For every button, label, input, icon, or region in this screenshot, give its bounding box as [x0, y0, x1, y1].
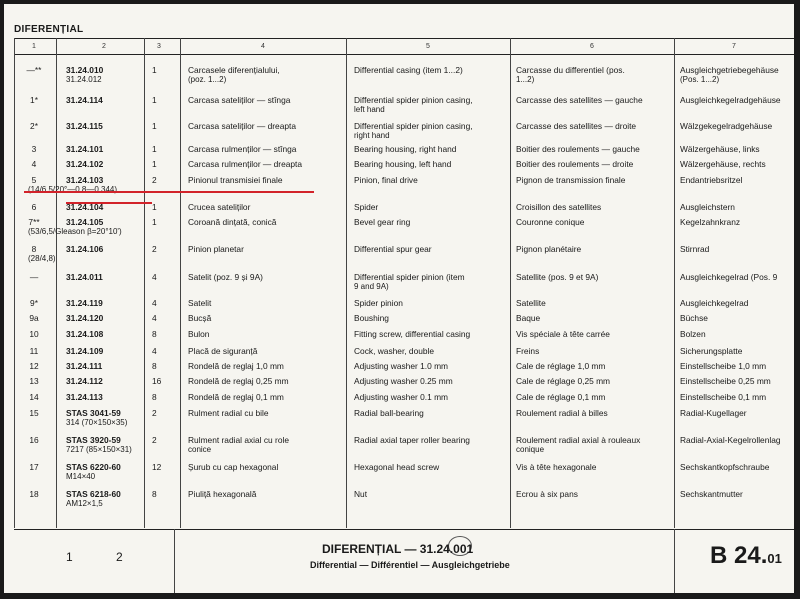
cell-de: Sechskantkopfschraube: [680, 462, 770, 472]
cell-fr-line2: conique: [516, 445, 545, 454]
cell-qty: 1: [152, 95, 157, 105]
footer-sheet-number: 2: [116, 550, 123, 564]
cell-fr: Carcasse des satellites — droite: [516, 121, 637, 131]
cell-qty: 8: [152, 392, 157, 402]
cell-code-line2: 31.24.012: [66, 75, 102, 84]
cell-en: Pinion, final drive: [354, 175, 418, 185]
cell-en: Spider pinion: [354, 298, 403, 308]
cell-en: Differential casing (item 1...2): [354, 65, 463, 75]
cell-code: STAS 3920-59: [66, 435, 121, 445]
cell-en-line2: left hand: [354, 105, 385, 114]
cell-ro: Carcasa sateliților — stînga: [188, 95, 291, 105]
cell-qty: 2: [152, 408, 157, 418]
cell-code: 31.24.010: [66, 65, 104, 75]
cell-pos: 11: [29, 346, 39, 356]
cell-de: Stirnrad: [680, 244, 710, 254]
cell-de: Büchse: [680, 313, 708, 323]
cell-fr: Boitier des roulements — gauche: [516, 144, 640, 154]
footer-divider: [674, 529, 675, 593]
cell-en: Nut: [354, 489, 368, 499]
cell-fr: Vis spéciale à tête carrée: [516, 329, 610, 339]
cell-pos: 13: [29, 376, 39, 386]
cell-qty: 4: [152, 313, 157, 323]
cell-ro-line2: conice: [188, 445, 212, 454]
cell-en: Bevel gear ring: [354, 217, 411, 227]
cell-de: Einstellscheibe 1,0 mm: [680, 361, 767, 371]
cell-de: Radial-Kugellager: [680, 408, 747, 418]
cell-qty: 16: [152, 376, 162, 386]
cell-fr: Baque: [516, 313, 541, 323]
red-underline-annotation: [66, 202, 152, 204]
document-title: DIFERENȚIAL: [14, 24, 84, 35]
cell-qty: 1: [152, 217, 157, 227]
cell-ro: Bucșă: [188, 313, 212, 323]
cell-en: Bearing housing, right hand: [354, 144, 457, 154]
cell-en: Boushing: [354, 313, 389, 323]
column-header-7: 7: [732, 43, 736, 50]
cell-en: Fitting screw, differential casing: [354, 329, 471, 339]
cell-en: Adjusting washer 0.25 mm: [354, 376, 453, 386]
column-header-5: 5: [426, 43, 430, 50]
footer-rule: [14, 529, 794, 530]
page-code-suffix: 01: [767, 551, 782, 566]
cell-fr: Cale de réglage 0,25 mm: [516, 376, 611, 386]
column-divider: [56, 38, 57, 528]
cell-qty: 4: [152, 298, 157, 308]
cell-fr: Couronne conique: [516, 217, 585, 227]
cell-pos: 15: [29, 408, 39, 418]
cell-pos: 9a: [29, 313, 39, 323]
cell-code: 31.24.104: [66, 202, 104, 212]
cell-en: Adjusting washer 0.1 mm: [354, 392, 449, 402]
red-underline-annotation: [24, 191, 314, 193]
cell-de: Endantriebsritzel: [680, 175, 743, 185]
cell-de: Sicherungsplatte: [680, 346, 743, 356]
cell-qty: 4: [152, 272, 157, 282]
cell-de: Ausgleichkegelradgehäuse: [680, 95, 781, 105]
cell-pos: 12: [29, 361, 39, 371]
cell-code: 31.24.114: [66, 95, 103, 105]
cell-ro: Carcasa sateliților — dreapta: [188, 121, 296, 131]
footer-title: DIFERENȚIAL — 31.24.001: [322, 542, 474, 556]
cell-de: Ausgleichkegelrad: [680, 298, 749, 308]
cell-qty: 8: [152, 489, 157, 499]
column-header-6: 6: [590, 43, 594, 50]
cell-pos: 16: [29, 435, 39, 445]
cell-code: 31.24.105: [66, 217, 104, 227]
cell-de: Wälzergehäuse, rechts: [680, 159, 766, 169]
cell-code: STAS 3041-59: [66, 408, 121, 418]
cell-code-line2: M14×40: [66, 472, 96, 481]
cell-ro: Carcasa rulmenților — dreapta: [188, 159, 303, 169]
cell-qty: 1: [152, 202, 157, 212]
cell-code: STAS 6220-60: [66, 462, 121, 472]
cell-qty: 2: [152, 175, 157, 185]
cell-de: Sechskantmutter: [680, 489, 743, 499]
parts-catalog-sheet: [4, 4, 794, 593]
cell-en-line2: 9 and 9A): [354, 282, 389, 291]
cell-ro: Rondelă de reglaj 0,1 mm: [188, 392, 284, 402]
cell-ro: Rulment radial cu bile: [188, 408, 269, 418]
cell-qty: 12: [152, 462, 162, 472]
page-code: [710, 542, 782, 570]
cell-qty: 8: [152, 329, 157, 339]
cell-pos: 3: [31, 144, 37, 154]
column-divider: [510, 38, 511, 528]
cell-en: Differential spider pinion (item: [354, 272, 465, 282]
cell-code: 31.24.011: [66, 272, 103, 282]
cell-fr: Freins: [516, 346, 540, 356]
cell-fr: Satellite: [516, 298, 546, 308]
cell-code: 31.24.102: [66, 159, 104, 169]
cell-code: 31.24.120: [66, 313, 104, 323]
cell-ro: Rondelă de reglaj 1,0 mm: [188, 361, 284, 371]
cell-pos: 10: [29, 329, 39, 339]
cell-en: Spider: [354, 202, 379, 212]
cell-fr: Vis à tête hexagonale: [516, 462, 597, 472]
column-divider: [180, 38, 181, 528]
cell-de: Ausgleichgetriebegehäuse: [680, 65, 779, 75]
cell-code: 31.24.119: [66, 298, 103, 308]
cell-fr: Pignon de transmission finale: [516, 175, 626, 185]
page-code-main: B 24.: [710, 542, 768, 569]
cell-fr: Croisillon des satellites: [516, 202, 602, 212]
cell-fr: Roulement radial axial à rouleaux: [516, 435, 641, 445]
cell-de: Wälzergehäuse, links: [680, 144, 760, 154]
cell-pos: 8: [31, 244, 37, 254]
column-header-1: 1: [32, 43, 36, 50]
cell-ro: Pinionul transmisiei finale: [188, 175, 283, 185]
cell-code: 31.24.103: [66, 175, 104, 185]
cell-en: Bearing housing, left hand: [354, 159, 452, 169]
cell-fr: Pignon planétaire: [516, 244, 582, 254]
cell-ro: Carcasele diferențialului,: [188, 65, 280, 75]
cell-qty: 1: [152, 159, 157, 169]
cell-qty: 1: [152, 65, 157, 75]
column-header-3: 3: [157, 43, 161, 50]
cell-fr-line2: 1...2): [516, 75, 535, 84]
cell-ro: Placă de siguranță: [188, 346, 258, 356]
cell-fr: Carcasse des satellites — gauche: [516, 95, 643, 105]
column-divider: [14, 38, 15, 528]
cell-code: STAS 6218-60: [66, 489, 121, 499]
cell-ro: Satelit (poz. 9 și 9A): [188, 272, 263, 282]
cell-ro: Rulment radial axial cu role: [188, 435, 290, 445]
cell-ro: Șurub cu cap hexagonal: [188, 462, 279, 472]
cell-de: Kegelzahnkranz: [680, 217, 741, 227]
cell-ro: Pinion planetar: [188, 244, 244, 254]
cell-pos: 4: [31, 159, 37, 169]
cell-pos: 1*: [30, 95, 38, 105]
column-divider: [346, 38, 347, 528]
cell-ro: Rondelă de reglaj 0,25 mm: [188, 376, 289, 386]
cell-pos: 9*: [30, 298, 38, 308]
cell-qty: 8: [152, 361, 157, 371]
cell-code-line2: (14/6,5/20°—0,8—0,344): [28, 185, 118, 194]
cell-pos: 17: [29, 462, 39, 472]
cell-fr: Roulement radial à billes: [516, 408, 608, 418]
cell-ro-line2: (poz. 1...2): [188, 75, 227, 84]
cell-code: 31.24.111: [66, 361, 103, 371]
cell-en: Hexagonal head screw: [354, 462, 440, 472]
cell-code-line2: 7217 (85×150×31): [66, 445, 132, 454]
cell-qty: 1: [152, 121, 157, 131]
cell-ro: Coroană dințată, conică: [188, 217, 277, 227]
cell-code: 31.24.101: [66, 144, 104, 154]
cell-fr: Carcasse du differentiel (pos.: [516, 65, 625, 75]
cell-pos: 5: [31, 175, 37, 185]
cell-en: Differential spider pinion casing,: [354, 121, 473, 131]
cell-code-line2: (53/6,5/Gleason β=20°10'): [28, 227, 122, 236]
cell-de: Einstellscheibe 0,1 mm: [680, 392, 767, 402]
cell-pos: —: [29, 272, 39, 282]
cell-code-line2: AM12×1,5: [66, 499, 103, 508]
cell-en: Differential spur gear: [354, 244, 432, 254]
title-rule: [14, 38, 794, 39]
cell-pos: 2*: [30, 121, 38, 131]
cell-fr: Ecrou à six pans: [516, 489, 578, 499]
scan-border: [794, 4, 800, 595]
cell-code: 31.24.113: [66, 392, 103, 402]
cell-pos: 7**: [28, 217, 40, 227]
cell-qty: 4: [152, 346, 157, 356]
cell-de: Radial-Axial-Kegelrollenlag: [680, 435, 781, 445]
column-divider: [144, 38, 145, 528]
cell-code: 31.24.106: [66, 244, 104, 254]
cell-en-line2: right hand: [354, 131, 390, 140]
cell-code: 31.24.115: [66, 121, 103, 131]
cell-qty: 2: [152, 435, 157, 445]
footer-sheet-number: 1: [66, 550, 73, 564]
column-header-4: 4: [261, 43, 265, 50]
cell-fr: Boitier des roulements — droite: [516, 159, 634, 169]
cell-ro: Piuliță hexagonală: [188, 489, 257, 499]
cell-en: Radial axial taper roller bearing: [354, 435, 470, 445]
cell-ro: Satelit: [188, 298, 212, 308]
cell-code-line2: 314 (70×150×35): [66, 418, 128, 427]
cell-de-line2: (Pos. 1...2): [680, 75, 720, 84]
cell-pos: 14: [29, 392, 39, 402]
cell-pos: —**: [26, 65, 42, 75]
scan-border: [0, 593, 800, 599]
cell-ro: Crucea sateliților: [188, 202, 251, 212]
footer-subtitle: Differential — Différentiel — Ausgleichgetriebe: [310, 560, 510, 570]
cell-qty: 2: [152, 244, 157, 254]
cell-en: Cock, washer, double: [354, 346, 435, 356]
cell-qty: 1: [152, 144, 157, 154]
column-header-rule: [14, 54, 794, 55]
cell-ro: Carcasa rulmenților — stînga: [188, 144, 297, 154]
cell-fr: Cale de réglage 0,1 mm: [516, 392, 606, 402]
footer-divider: [174, 529, 175, 593]
cell-en: Differential spider pinion casing,: [354, 95, 473, 105]
cell-code: 31.24.108: [66, 329, 104, 339]
cell-ro: Bulon: [188, 329, 210, 339]
cell-de: Wälzgekegelradgehäuse: [680, 121, 773, 131]
cell-pos: 6: [31, 202, 37, 212]
column-header-2: 2: [102, 43, 106, 50]
cell-fr: Cale de réglage 1,0 mm: [516, 361, 606, 371]
cell-de: Ausgleichstern: [680, 202, 735, 212]
cell-de: Einstellscheibe 0,25 mm: [680, 376, 771, 386]
cell-code: 31.24.112: [66, 376, 103, 386]
cell-code-line2: (28/4,8): [28, 254, 56, 263]
cell-de: Bolzen: [680, 329, 706, 339]
cell-code: 31.24.109: [66, 346, 104, 356]
cell-de: Ausgleichkegelrad (Pos. 9: [680, 272, 778, 282]
cell-fr: Satellite (pos. 9 et 9A): [516, 272, 599, 282]
cell-en: Radial ball-bearing: [354, 408, 424, 418]
cell-en: Adjusting washer 1.0 mm: [354, 361, 449, 371]
cell-pos: 18: [29, 489, 39, 499]
column-divider: [674, 38, 675, 528]
